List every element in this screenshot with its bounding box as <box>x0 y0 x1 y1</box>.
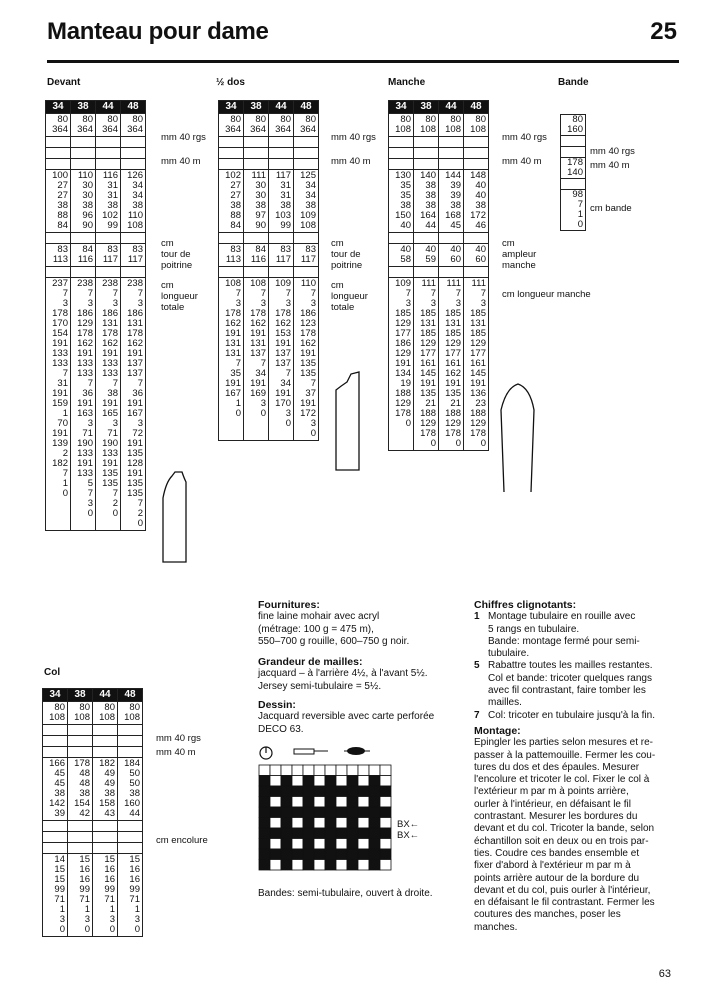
punch-cell <box>369 797 380 808</box>
col-cell: 166 45 45 38 142 39 <box>43 758 68 821</box>
fournitures-block <box>258 599 458 648</box>
manche-cell: 130 35 35 38 150 40 <box>389 170 414 233</box>
punch-cell <box>358 818 369 829</box>
punch-cell <box>281 807 292 818</box>
montage-line: devant et du col. Tricoter la bande, selon <box>474 823 655 835</box>
montage-line: ties. Coudre ces bandes ensemble et <box>474 847 640 859</box>
size-header: 38 <box>244 101 269 114</box>
punch-cell <box>347 776 358 787</box>
size-header: 48 <box>118 689 143 702</box>
punch-cell <box>358 860 369 871</box>
dos-cell: 83 117 <box>294 244 319 267</box>
dos-cell: 108 7 3 178 162 191 131 131 7 35 191 167 1 0 <box>219 278 244 441</box>
punch-cell <box>358 776 369 787</box>
size-header: 44 <box>439 101 464 114</box>
size-header: 34 <box>43 689 68 702</box>
punch-cell <box>314 839 325 850</box>
punch-cell <box>325 765 336 776</box>
punch-cell <box>270 776 281 787</box>
punch-cell <box>314 818 325 829</box>
punch-cell <box>314 797 325 808</box>
punch-cell <box>325 818 336 829</box>
col-encolure: cm encolure <box>156 835 208 846</box>
dos-poitrine: tour de poitrine <box>331 249 363 271</box>
devant-cell: 80 364 <box>121 114 146 137</box>
punch-cell <box>369 818 380 829</box>
punch-cell <box>303 807 314 818</box>
chiffres-item: 1 Montage tubulaire en rouille avec 5 rangs en tubulaire. Bande: montage fermé pour semi- tubulaire. <box>474 611 640 660</box>
devant-cell: 110 30 30 38 96 90 <box>71 170 96 233</box>
manche-table <box>388 100 489 451</box>
punch-cell <box>303 786 314 797</box>
punch-cell <box>270 849 281 860</box>
punch-cell <box>281 849 292 860</box>
punch-cell <box>259 828 270 839</box>
manche-mm40m: mm 40 m <box>502 156 542 167</box>
devant-cm1: cm <box>161 238 174 249</box>
devant-cell: 237 7 3 178 170 154 191 133 133 7 31 191 159 1 70 191 139 2 182 7 1 0 <box>46 278 71 531</box>
punch-cell <box>270 839 281 850</box>
punch-cell <box>336 765 347 776</box>
montage-line: coutures des manches, poser les <box>474 909 621 921</box>
dessin-caption: Bandes: semi-tubulaire, ouvert à droite. <box>258 888 433 899</box>
bande-mm40m: mm 40 m <box>590 160 630 171</box>
punch-cell <box>292 839 303 850</box>
punch-cell <box>347 860 358 871</box>
devant-cell: 238 7 3 186 129 178 162 191 133 133 7 36 191 163 3 71 190 133 191 133 5 7 3 0 <box>71 278 96 531</box>
punch-cell <box>259 860 270 871</box>
fournitures-line: (métrage: 100 g = 475 m), <box>258 623 374 635</box>
punch-cell <box>369 776 380 787</box>
punch-cell <box>347 818 358 829</box>
punch-cell <box>303 849 314 860</box>
col-cell: 184 50 50 38 160 44 <box>118 758 143 821</box>
col-cell: 80 108 <box>43 702 68 725</box>
bande-cell: 98 7 1 0 <box>561 190 586 231</box>
manche-mm40rgs: mm 40 rgs <box>502 132 547 143</box>
manche-cell: 111 7 3 185 131 185 129 177 161 162 191 135 21 188 129 178 0 <box>439 278 464 451</box>
punch-cell <box>314 776 325 787</box>
dos-cell: 111 30 30 38 97 90 <box>244 170 269 233</box>
fournitures-title: Fournitures: <box>258 599 320 611</box>
devant-longueur: longueur totale <box>161 291 198 313</box>
punch-cell <box>380 797 391 808</box>
dos-cm1: cm <box>331 238 344 249</box>
punch-cell <box>347 839 358 850</box>
punch-cell <box>369 849 380 860</box>
dos-cm2: cm <box>331 280 344 291</box>
punch-cell <box>369 786 380 797</box>
manche-silhouette <box>498 380 538 496</box>
size-header: 44 <box>269 101 294 114</box>
dessin-title: Dessin: <box>258 699 296 711</box>
montage-line: passer à la pattemouille. Fermer les cou- <box>474 749 656 761</box>
dos-cell: 125 34 34 38 109 108 <box>294 170 319 233</box>
montage-line: points arrière autour de la bordure du <box>474 872 640 884</box>
punch-cell <box>270 860 281 871</box>
devant-cell: 238 7 3 186 131 178 162 191 133 133 7 38 191 165 3 71 190 133 191 135 135 7 2 0 <box>96 278 121 531</box>
punch-cell <box>369 839 380 850</box>
dos-cell: 83 113 <box>219 244 244 267</box>
devant-cell: 84 116 <box>71 244 96 267</box>
punch-cell <box>303 839 314 850</box>
punch-cell <box>358 797 369 808</box>
col-cell: 80 108 <box>118 702 143 725</box>
chiffres-item: 5 Rabattre toutes les mailles restantes. Col et bande: tricoter quelques rangs avec fil contrastant, faire tomber les mailles. <box>474 660 653 709</box>
punch-cell <box>314 860 325 871</box>
montage-line: Epingler les parties selon mesures et re- <box>474 737 653 749</box>
fournitures-line: fine laine mohair avec acryl <box>258 611 380 623</box>
manche-cell: 80 108 <box>439 114 464 137</box>
punch-cell <box>303 765 314 776</box>
punch-cell <box>358 839 369 850</box>
punch-cell <box>270 818 281 829</box>
punch-cell <box>325 828 336 839</box>
size-header: 38 <box>71 101 96 114</box>
dos-cell: 110 7 3 186 123 178 162 191 135 135 7 37 191 172 3 0 <box>294 278 319 441</box>
punch-cell <box>380 839 391 850</box>
manche-cell: 148 40 40 38 172 46 <box>464 170 489 233</box>
devant-cell: 83 117 <box>121 244 146 267</box>
montage-line: devant et du col, puis ourler à l'intérieur, <box>474 884 651 896</box>
punch-cell <box>292 797 303 808</box>
devant-cm2: cm <box>161 280 174 291</box>
punch-cell <box>369 807 380 818</box>
punch-cell <box>259 849 270 860</box>
punch-cell <box>380 818 391 829</box>
dos-cell: 117 31 31 38 103 99 <box>269 170 294 233</box>
size-header: 38 <box>414 101 439 114</box>
punch-cell <box>336 818 347 829</box>
dos-mm40rgs: mm 40 rgs <box>331 132 376 143</box>
montage-line: ourler à l'intérieur, en défaisant le fil <box>474 798 631 810</box>
col-cell: 80 108 <box>93 702 118 725</box>
pattern-number: 25 <box>650 18 677 45</box>
punch-cell <box>380 776 391 787</box>
punch-cell <box>303 860 314 871</box>
punch-cell <box>292 807 303 818</box>
punch-cell <box>336 797 347 808</box>
grandeur-block <box>258 656 473 693</box>
col-cell: 80 108 <box>68 702 93 725</box>
punch-cell <box>259 818 270 829</box>
dessin-block <box>258 699 473 736</box>
punch-cell <box>259 786 270 797</box>
punch-cell <box>270 807 281 818</box>
dos-label: ½ dos <box>216 77 245 88</box>
dos-cell: 80 364 <box>269 114 294 137</box>
punch-cell <box>380 828 391 839</box>
punch-cell <box>303 828 314 839</box>
punch-cell <box>281 776 292 787</box>
punch-cell <box>259 839 270 850</box>
punch-cell <box>259 797 270 808</box>
punch-cell <box>259 807 270 818</box>
punch-cell <box>292 849 303 860</box>
montage-title: Montage: <box>474 724 521 737</box>
dessin-symbols <box>258 743 378 763</box>
dos-longueur: longueur totale <box>331 291 368 313</box>
montage-line: échantillon soit en deux ou en trois par- <box>474 835 649 847</box>
punch-cell <box>358 849 369 860</box>
punch-cell <box>259 776 270 787</box>
punch-cell <box>292 765 303 776</box>
montage-line: fixer d'abord à l'extérieur m par m à <box>474 860 631 872</box>
punch-cell <box>314 828 325 839</box>
size-header: 38 <box>68 689 93 702</box>
devant-cell: 83 117 <box>96 244 121 267</box>
devant-silhouette <box>160 470 190 565</box>
manche-cell: 40 60 <box>439 244 464 267</box>
fournitures-line: 550–700 g rouille, 600–750 g noir. <box>258 635 410 647</box>
punch-cell <box>314 849 325 860</box>
dos-cell: 109 7 3 178 162 153 191 137 137 7 34 191 170 3 0 <box>269 278 294 441</box>
punch-cell <box>358 786 369 797</box>
size-header: 48 <box>294 101 319 114</box>
bande-label: Bande <box>558 77 589 88</box>
dos-cell: 84 116 <box>244 244 269 267</box>
punch-cell <box>380 807 391 818</box>
punch-cell <box>358 765 369 776</box>
chiffres-item: 7 Col: tricoter en tubulaire jusqu'à la fin. <box>474 709 655 721</box>
dos-cell: 80 364 <box>294 114 319 137</box>
devant-cell: 80 364 <box>46 114 71 137</box>
bande-cell: 80 160 <box>561 115 586 136</box>
punch-cell <box>292 860 303 871</box>
col-cell: 15 16 16 99 71 1 3 0 <box>93 854 118 937</box>
punch-cell <box>281 818 292 829</box>
punch-cell <box>292 776 303 787</box>
devant-cell: 100 27 27 38 88 84 <box>46 170 71 233</box>
grandeur-line: Jersey semi-tubulaire = 5½. <box>258 680 382 692</box>
page-title: Manteau pour dame <box>47 18 269 45</box>
punch-cell <box>270 828 281 839</box>
punch-cell <box>314 765 325 776</box>
punch-cell <box>336 860 347 871</box>
size-header: 34 <box>46 101 71 114</box>
punch-cell <box>336 839 347 850</box>
montage-text <box>474 737 684 934</box>
size-header: 44 <box>93 689 118 702</box>
manche-cell: 80 108 <box>464 114 489 137</box>
manche-cell: 111 7 3 185 131 185 129 177 161 145 191 136 23 188 129 178 0 <box>464 278 489 451</box>
bx-marker-1: BX← <box>397 819 420 830</box>
punch-cell <box>292 828 303 839</box>
dos-cell: 108 7 3 178 162 191 131 137 7 34 191 169 3 0 <box>244 278 269 441</box>
punch-cell <box>292 818 303 829</box>
devant-poitrine: tour de poitrine <box>161 249 193 271</box>
bande-cm: cm bande <box>590 203 632 214</box>
manche-label: Manche <box>388 77 426 88</box>
punch-cell <box>369 860 380 871</box>
punch-cell <box>270 786 281 797</box>
montage-line: l'extérieur m par m à points arrière, <box>474 786 629 798</box>
punch-cell <box>380 786 391 797</box>
punch-cell <box>325 860 336 871</box>
punch-cell <box>325 807 336 818</box>
punch-cell <box>303 776 314 787</box>
dos-cell: 80 364 <box>244 114 269 137</box>
punch-cell <box>336 849 347 860</box>
punch-cell <box>347 828 358 839</box>
chiffres-block <box>474 599 684 934</box>
devant-label: Devant <box>47 77 81 88</box>
punch-cell <box>347 849 358 860</box>
dos-table <box>218 100 319 441</box>
bx-marker-2: BX← <box>397 830 420 841</box>
col-mm40rgs: mm 40 rgs <box>156 733 201 744</box>
devant-cell: 80 364 <box>71 114 96 137</box>
manche-longueur: cm longueur manche <box>502 289 591 300</box>
manche-ampleur: ampleur manche <box>502 249 537 271</box>
punch-cell <box>281 786 292 797</box>
punch-cell <box>336 828 347 839</box>
punch-cell <box>281 797 292 808</box>
montage-line: manches. <box>474 921 518 933</box>
punch-cell <box>325 776 336 787</box>
manche-cell: 40 60 <box>464 244 489 267</box>
col-cell: 14 15 15 99 71 1 3 0 <box>43 854 68 937</box>
manche-cell: 80 108 <box>414 114 439 137</box>
devant-mm40rgs: mm 40 rgs <box>161 132 206 143</box>
size-header: 48 <box>121 101 146 114</box>
size-header: 48 <box>464 101 489 114</box>
grandeur-title: Grandeur de mailles: <box>258 656 363 668</box>
size-header: 44 <box>96 101 121 114</box>
dos-cell: 83 117 <box>269 244 294 267</box>
devant-cell: 126 34 34 38 110 108 <box>121 170 146 233</box>
montage-line: en défaisant le fil contrastant. Fermer les <box>474 897 655 909</box>
punch-cell <box>336 776 347 787</box>
col-mm40m: mm 40 m <box>156 747 196 758</box>
punch-cell <box>380 860 391 871</box>
dos-cell: 102 27 27 38 88 84 <box>219 170 244 233</box>
punch-cell <box>281 765 292 776</box>
manche-cell: 144 39 39 38 168 45 <box>439 170 464 233</box>
punch-cell <box>314 786 325 797</box>
punch-cell <box>336 807 347 818</box>
col-cell: 15 16 16 99 71 1 3 0 <box>118 854 143 937</box>
manche-cell: 111 7 3 185 131 185 129 177 161 145 191 135 21 188 129 178 0 <box>414 278 439 451</box>
punch-cell <box>358 807 369 818</box>
dos-silhouette <box>333 368 363 473</box>
devant-cell: 116 31 31 38 102 99 <box>96 170 121 233</box>
montage-line: contrastant. Mesurer les bordures du <box>474 811 638 823</box>
devant-cell: 83 113 <box>46 244 71 267</box>
punch-cell <box>347 765 358 776</box>
punch-cell <box>270 797 281 808</box>
punch-cell <box>303 818 314 829</box>
montage-line: l'encolure et tricoter le col. Fixer le col à <box>474 774 650 786</box>
punch-cell <box>292 786 303 797</box>
punch-cell <box>380 765 391 776</box>
page-number: 63 <box>658 968 671 980</box>
punch-cell <box>380 849 391 860</box>
dessin-line: Jacquard reversible avec carte perforée <box>258 711 435 723</box>
manche-cm: cm <box>502 238 515 249</box>
punch-cell <box>281 839 292 850</box>
bande-mm40rgs: mm 40 rgs <box>590 146 635 157</box>
punch-card-grid <box>258 764 398 874</box>
devant-cell: 238 7 3 186 131 178 162 191 137 137 7 36 191 167 3 72 191 135 128 191 135 135 7 2 0 <box>121 278 146 531</box>
punch-cell <box>259 765 270 776</box>
manche-cell: 40 58 <box>389 244 414 267</box>
chiffres-list <box>474 611 684 722</box>
col-label: Col <box>44 667 61 678</box>
manche-cell: 80 108 <box>389 114 414 137</box>
punch-cell <box>325 786 336 797</box>
punch-cell <box>336 786 347 797</box>
punch-cell <box>358 828 369 839</box>
devant-cell: 80 364 <box>96 114 121 137</box>
punch-cell <box>281 860 292 871</box>
devant-table <box>45 100 146 531</box>
punch-cell <box>314 807 325 818</box>
manche-cell: 140 38 38 38 164 44 <box>414 170 439 233</box>
dessin-line: DECO 63. <box>258 723 304 735</box>
punch-cell <box>325 839 336 850</box>
bande-cell: 178 140 <box>561 158 586 179</box>
punch-cell <box>347 797 358 808</box>
punch-cell <box>303 797 314 808</box>
col-cell: 178 48 48 38 154 42 <box>68 758 93 821</box>
manche-cell: 109 7 3 185 129 177 186 129 191 134 19 188 129 178 0 <box>389 278 414 451</box>
col-table <box>42 688 143 937</box>
punch-cell <box>369 828 380 839</box>
size-header: 34 <box>389 101 414 114</box>
dos-cell: 80 364 <box>219 114 244 137</box>
punch-cell <box>347 807 358 818</box>
punch-cell <box>325 797 336 808</box>
punch-cell <box>270 765 281 776</box>
dos-mm40m: mm 40 m <box>331 156 371 167</box>
punch-cell <box>281 828 292 839</box>
col-cell: 15 16 16 99 71 1 3 0 <box>68 854 93 937</box>
bande-table <box>560 114 586 231</box>
manche-cell: 40 59 <box>414 244 439 267</box>
size-header: 34 <box>219 101 244 114</box>
title-rule <box>47 60 679 63</box>
grandeur-line: jacquard – à l'arrière 4½, à l'avant 5½. <box>258 668 428 680</box>
chiffres-title: Chiffres clignotants: <box>474 599 577 611</box>
punch-cell <box>369 765 380 776</box>
punch-cell <box>347 786 358 797</box>
punch-cell <box>325 849 336 860</box>
col-cell: 182 49 49 38 158 43 <box>93 758 118 821</box>
devant-mm40m: mm 40 m <box>161 156 201 167</box>
montage-line: tures du dos et des épaules. Mesurer <box>474 761 640 773</box>
